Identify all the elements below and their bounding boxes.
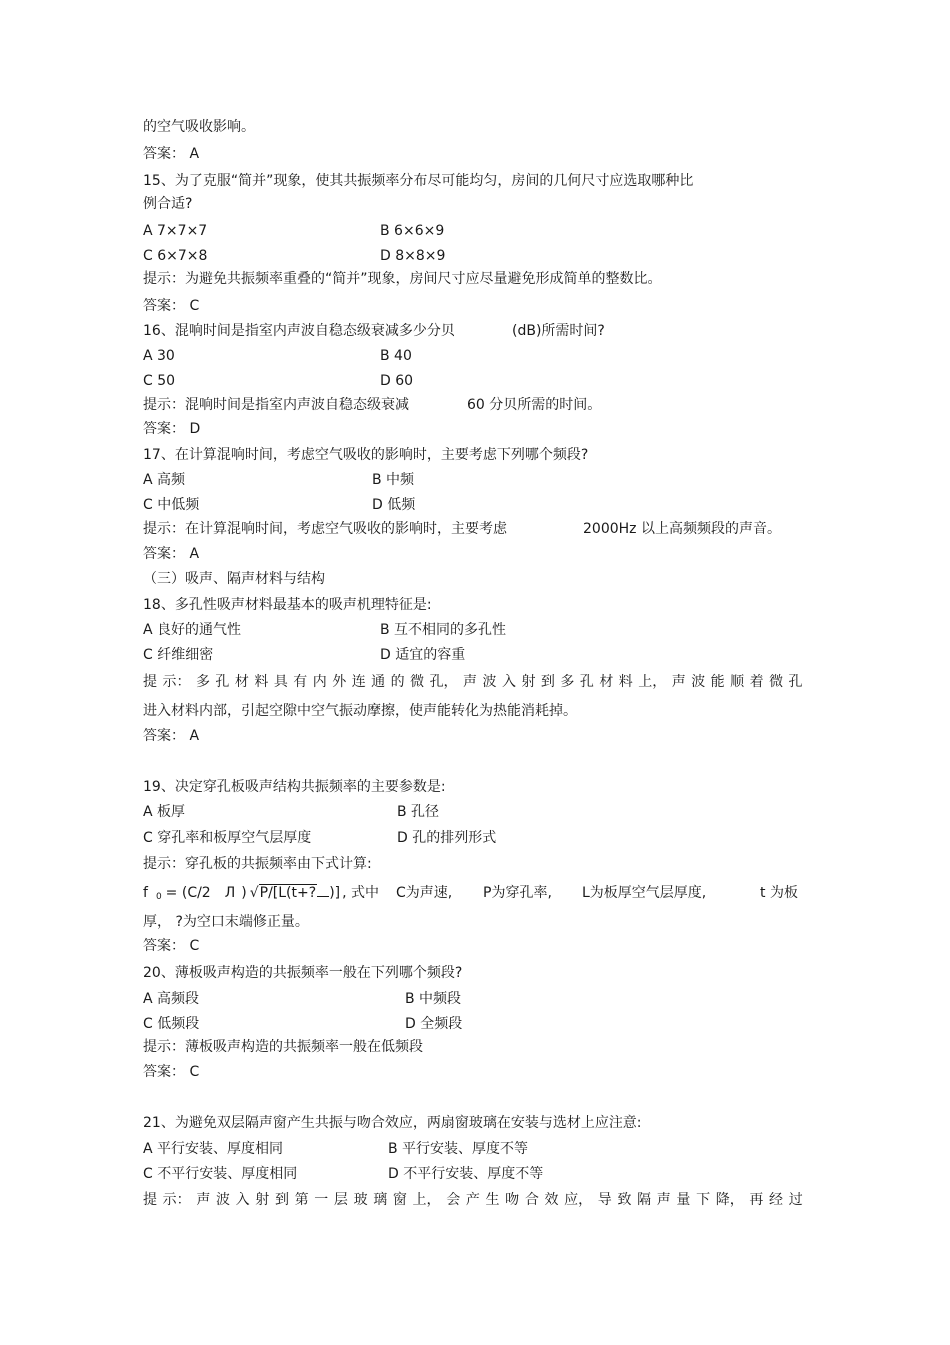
hint-token: 孔 (788, 674, 803, 690)
hint-token: 着 (749, 674, 764, 690)
hint-token: 声 (196, 1192, 211, 1208)
hint-15: 提示：为避免共振频率重叠的“简并”现象，房间尺寸应尽量避免形成简单的整数比。 (143, 271, 662, 287)
hint-token: 上， (638, 674, 667, 690)
hint-token: 隔 (637, 1192, 652, 1208)
formula-paren: ) (241, 885, 247, 901)
hint-token: 第 (294, 1192, 309, 1208)
hint-18-cont: 进入材料内部，引起空隙中空气振动摩擦，使声能转化为热能消耗掉。 (143, 703, 577, 719)
hint-token: 具 (273, 674, 288, 690)
option-a: A 良好的通气性 (143, 622, 242, 638)
option-c: C 纤维细密 (143, 647, 214, 663)
formula-radicand: P/[L(t+? (259, 885, 317, 901)
formula-sqrt (250, 884, 329, 902)
option-c: C 中低频 (143, 497, 200, 513)
hint-token: 声 (671, 674, 686, 690)
answer-14: 答案： A (143, 146, 200, 162)
answer-20: 答案： C (143, 1064, 200, 1080)
text-line: 的空气吸收影响。 (143, 119, 255, 135)
hint-token: 材 (234, 674, 249, 690)
hint-token: 生 (485, 1192, 500, 1208)
hint-20: 提示：薄板吸声构造的共振频率一般在低频段 (143, 1039, 423, 1055)
hint-18 (143, 673, 803, 691)
option-b: B 40 (380, 348, 412, 364)
option-c: C 50 (143, 373, 176, 389)
hint-token: 连 (351, 674, 366, 690)
option-d: D 不平行安装、厚度不等 (388, 1166, 544, 1182)
answer-15: 答案： C (143, 298, 200, 314)
hint-token: 应， (564, 1192, 593, 1208)
question-18: 18、多孔性吸声材料最基本的吸声机理特征是: (143, 597, 432, 613)
hint-token: 入 (501, 674, 516, 690)
hint-token: 料 (618, 674, 633, 690)
hint-token: 有 (293, 674, 308, 690)
hint-token: 微 (769, 674, 784, 690)
option-b: B 中频段 (405, 991, 462, 1007)
option-c: C 不平行安装、厚度相同 (143, 1166, 298, 1182)
option-a: A 30 (143, 348, 175, 364)
option-a: A 高频 (143, 472, 186, 488)
hint-token: 窗 (392, 1192, 407, 1208)
hint-token: 示： (162, 1192, 191, 1208)
formula-c: C为声速, (396, 885, 453, 901)
hint-16-cont: 60 分贝所需的时间。 (467, 397, 602, 413)
hint-token: 璃 (373, 1192, 388, 1208)
hint-token: 玻 (353, 1192, 368, 1208)
hint-token: 产 (465, 1192, 480, 1208)
hint-token: 到 (274, 1192, 289, 1208)
hint-token: 的 (390, 674, 405, 690)
question-16: 16、混响时间是指室内声波自稳态级衰减多少分贝 (143, 323, 455, 339)
hint-token: 示： (162, 674, 191, 690)
formula-text: , 式中 (342, 885, 380, 901)
sqrt-icon: √ (249, 885, 259, 901)
hint-17: 提示：在计算混响时间，考虑空气吸收的影响时，主要考虑 (143, 521, 507, 537)
hint-token: 波 (215, 1192, 230, 1208)
hint-token: 多 (560, 674, 575, 690)
option-a: A 板厚 (143, 804, 186, 820)
option-b: B 孔径 (397, 804, 440, 820)
hint-token: 降， (715, 1192, 744, 1208)
answer-18: 答案： A (143, 728, 200, 744)
hint-token: 再 (749, 1192, 764, 1208)
hint-16: 提示：混响时间是指室内声波自稳态级衰减 (143, 397, 409, 413)
option-b: B 互不相同的多孔性 (380, 622, 507, 638)
option-b: B 平行安装、厚度不等 (388, 1141, 529, 1157)
hint-token: 顺 (730, 674, 745, 690)
formula-l: L为板厚空气层厚度, (582, 885, 707, 901)
option-d: D 60 (380, 373, 414, 389)
hint-17-cont: 2000Hz 以上高频频段的声音。 (583, 521, 781, 537)
question-15: 15、为了克服“简并”现象，使其共振频率分布尽可能均匀，房间的几何尺寸应选取哪种比 (143, 173, 694, 189)
option-a: A 7×7×7 (143, 223, 208, 239)
option-d: D 低频 (372, 497, 416, 513)
hint-21 (143, 1191, 803, 1209)
hint-token: 声 (463, 674, 478, 690)
hint-19-cont: 厚， ?为空口末端修正量。 (143, 914, 309, 930)
option-d: D 8×8×9 (380, 248, 446, 264)
option-b: B 6×6×9 (380, 223, 445, 239)
question-15-cont: 例合适? (143, 196, 193, 212)
formula-line (143, 884, 379, 904)
question-19: 19、决定穿孔板吸声结构共振频率的主要参数是: (143, 779, 446, 795)
option-a: A 高频段 (143, 991, 200, 1007)
hint-token: 到 (540, 674, 555, 690)
hint-token: 合 (524, 1192, 539, 1208)
hint-token: 波 (691, 674, 706, 690)
formula-f: f (143, 885, 148, 901)
formula-pi: Л (224, 885, 236, 901)
hint-token: 孔 (215, 674, 230, 690)
answer-16: 答案： D (143, 421, 201, 437)
answer-17: 答案： A (143, 546, 200, 562)
hint-token: 波 (482, 674, 497, 690)
hint-token: 量 (676, 1192, 691, 1208)
question-17: 17、在计算混响时间，考虑空气吸收的影响时，主要考虑下列哪个频段? (143, 447, 589, 463)
hint-token: 通 (371, 674, 386, 690)
hint-token: 过 (788, 1192, 803, 1208)
hint-token: 会 (446, 1192, 461, 1208)
option-c: C 低频段 (143, 1016, 200, 1032)
question-20: 20、薄板吸声构造的共振频率一般在下列哪个频段? (143, 965, 463, 981)
option-a: A 平行安装、厚度相同 (143, 1141, 284, 1157)
hint-token: 上， (412, 1192, 441, 1208)
hint-token: 经 (769, 1192, 784, 1208)
option-d: D 适宜的容重 (380, 647, 466, 663)
hint-token: 导 (597, 1192, 612, 1208)
answer-19: 答案： C (143, 938, 200, 954)
formula-p: P为穿孔率, (483, 885, 552, 901)
hint-token: 多 (195, 674, 210, 690)
hint-token: 吻 (505, 1192, 520, 1208)
hint-token: 射 (521, 674, 536, 690)
formula-eq: = (C/2 (165, 885, 211, 901)
question-16-unit: (dB)所需时间? (512, 323, 605, 339)
hint-token: 一 (314, 1192, 329, 1208)
hint-token: 料 (254, 674, 269, 690)
option-d: D 全频段 (405, 1016, 463, 1032)
hint-token: 孔， (429, 674, 458, 690)
hint-19: 提示：穿孔板的共振频率由下式计算: (143, 856, 372, 872)
option-c: C 穿孔率和板厚空气层厚度 (143, 830, 312, 846)
formula-t: t 为板 (760, 885, 798, 901)
question-21: 21、为避免双层隔声窗产生共振与吻合效应，两扇窗玻璃在安装与选材上应注意: (143, 1115, 642, 1131)
hint-token: 声 (656, 1192, 671, 1208)
option-d: D 孔的排列形式 (397, 830, 497, 846)
hint-token: 提 (143, 1192, 157, 1208)
hint-token: 射 (255, 1192, 270, 1208)
hint-token: 效 (544, 1192, 559, 1208)
option-c: C 6×7×8 (143, 248, 208, 264)
hint-token: 入 (235, 1192, 250, 1208)
hint-token: 下 (696, 1192, 711, 1208)
hint-token: 致 (617, 1192, 632, 1208)
option-b: B 中频 (372, 472, 415, 488)
formula-close: )] (329, 885, 341, 901)
formula-subscript: 0 (155, 892, 162, 902)
hint-token: 微 (410, 674, 425, 690)
hint-token: 层 (333, 1192, 348, 1208)
hint-token: 内 (312, 674, 327, 690)
hint-token: 提 (143, 674, 157, 690)
hint-token: 材 (599, 674, 614, 690)
section-heading: （三）吸声、隔声材料与结构 (143, 571, 325, 587)
hint-token: 孔 (579, 674, 594, 690)
hint-token: 能 (710, 674, 725, 690)
hint-token: 外 (332, 674, 347, 690)
